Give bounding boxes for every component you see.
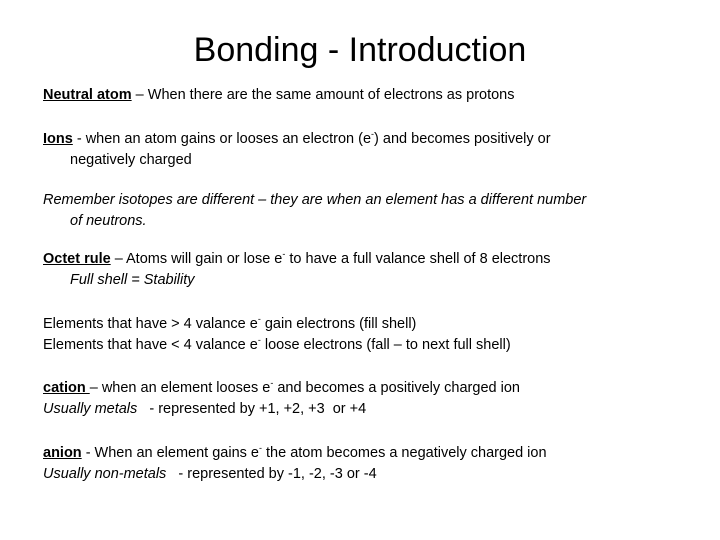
octet-paragraph [43, 249, 551, 291]
neutral-atom-text: – When there are the same amount of electrons as protons [131, 87, 515, 103]
page-title: Bonding - Introduction [193, 31, 527, 69]
cation-line2-italic: Usually metals [43, 401, 138, 417]
valance-line2-b: loose electrons (fall – to next full shell) [260, 337, 511, 353]
ions-sup: - [371, 129, 375, 140]
anion-line2-rest: - represented by -1, -2, -3 or -4 [166, 466, 377, 482]
octet-term: Octet rule [43, 251, 111, 267]
octet-text-a: – Atoms will gain or lose e [110, 251, 283, 267]
anion-sup: - [259, 443, 262, 454]
ions-text-a: - when an atom gains or looses an electron (e [72, 131, 372, 147]
anion-term: anion [43, 445, 82, 461]
neutral-atom-term: Neutral atom [43, 87, 132, 103]
ions-text-b: ) and becomes positively or [374, 131, 551, 147]
valance-line1-b: gain electrons (fill shell) [260, 316, 417, 332]
anion-text-b: the atom becomes a negatively charged ion [262, 445, 547, 461]
isotopes-paragraph [43, 190, 586, 232]
cation-term: cation [43, 380, 90, 396]
valance-line1-a: Elements that have > 4 valance e [43, 316, 258, 332]
cation-sup: - [270, 378, 274, 389]
valance-line2-a: Elements that have < 4 valance e [43, 337, 258, 353]
cation-paragraph [43, 378, 520, 420]
octet-sup: - [282, 249, 286, 260]
cation-text-a: – when an element looses e [89, 380, 271, 396]
valance-line2-sup: - [257, 335, 261, 346]
anion-line2-italic: Usually non-metals [43, 466, 167, 482]
neutral-atom-paragraph [43, 85, 515, 106]
cation-line2-rest: - represented by +1, +2, +3 or +4 [137, 401, 367, 417]
valance-line1-sup: - [257, 314, 261, 325]
isotopes-line2: of neutrons. [70, 213, 147, 229]
ions-paragraph [43, 129, 551, 171]
cation-text-b: and becomes a positively charged ion [273, 380, 520, 396]
octet-line2: Full shell = Stability [70, 272, 195, 288]
valance-paragraph [43, 314, 511, 356]
ions-text-c: negatively charged [70, 152, 192, 168]
anion-paragraph [43, 443, 547, 485]
anion-text-a: - When an element gains e [81, 445, 259, 461]
isotopes-line1: Remember isotopes are different – they are when an element has a different number [43, 192, 587, 208]
ions-term: Ions [43, 131, 73, 147]
octet-text-b: to have a full valance shell of 8 electrons [285, 251, 551, 267]
